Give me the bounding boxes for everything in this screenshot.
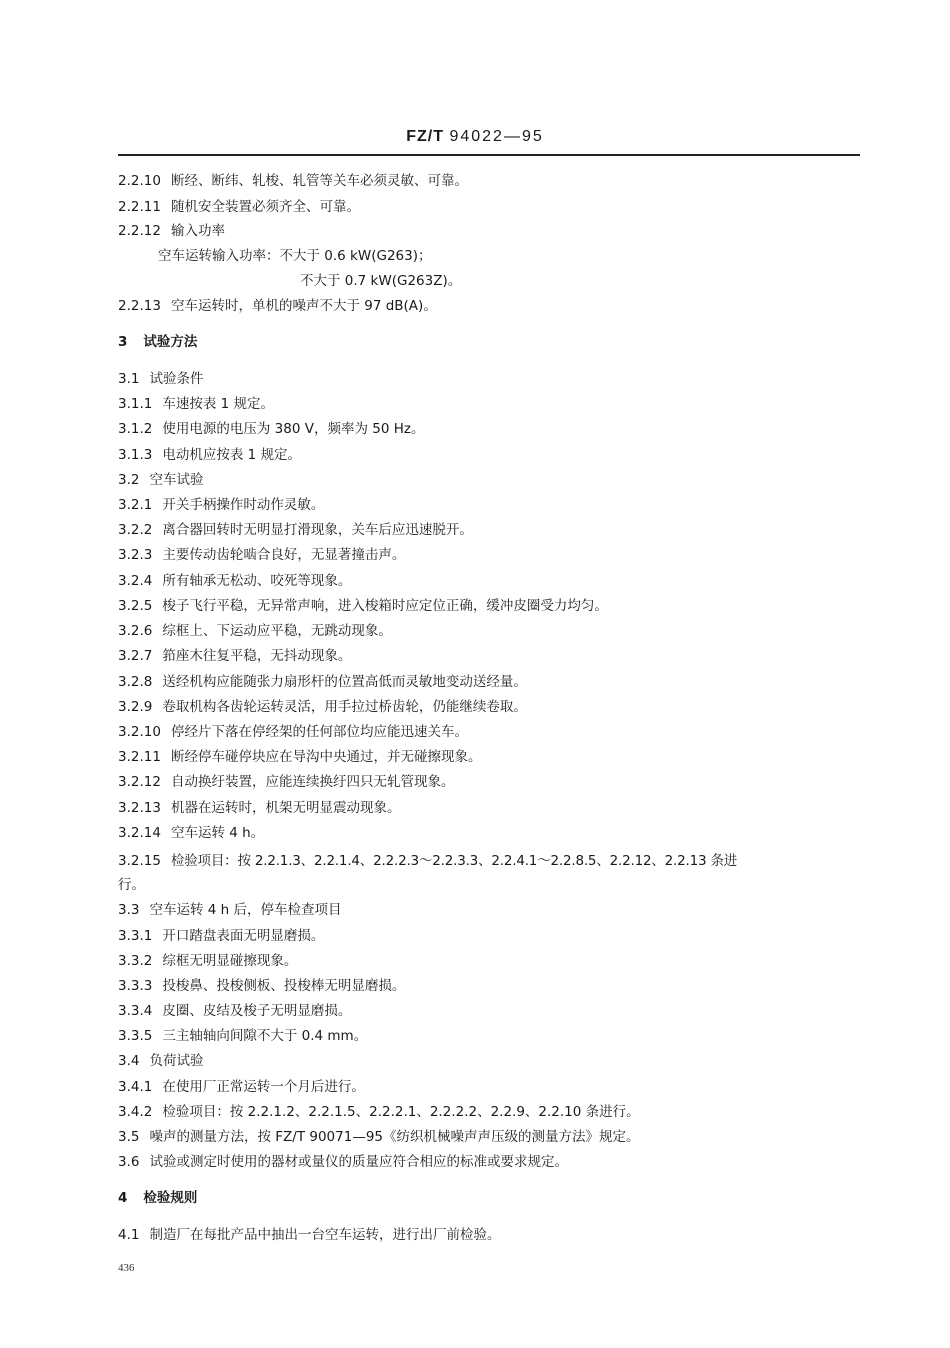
clause-3-2-8: 3.2.8 送经机构应能随张力扇形杆的位置高低而灵敏地变动送经量。	[118, 674, 527, 690]
clause-4-1: 4.1 制造厂在每批产品中抽出一台空车运转，进行出厂前检验。	[118, 1227, 501, 1243]
clause-3-3-2: 3.3.2 综框无明显碰擦现象。	[118, 953, 298, 969]
clause-3-1: 3.1 试验条件	[118, 371, 204, 387]
clause-3-3-1: 3.3.1 开口踏盘表面无明显磨损。	[118, 928, 325, 944]
clause-3-2-13: 3.2.13 机器在运转时，机架无明显震动现象。	[118, 800, 401, 816]
clause-3-3-4: 3.3.4 皮圈、皮结及梭子无明显磨损。	[118, 1003, 352, 1019]
clause-3-3-3: 3.3.3 投梭鼻、投梭侧板、投梭棒无明显磨损。	[118, 978, 406, 994]
clause-3-1-2: 3.1.2 使用电源的电压为 380 V，频率为 50 Hz。	[118, 421, 425, 437]
clause-3-2-2: 3.2.2 离合器回转时无明显打滑现象，关车后应迅速脱开。	[118, 522, 473, 538]
section-3-heading: 3 试验方法	[118, 334, 198, 350]
clause-3-2-11: 3.2.11 断经停车碰停块应在导沟中央通过，并无碰擦现象。	[118, 749, 482, 765]
clause-3-2-15-continued: 行。	[118, 877, 145, 893]
clause-3-4-1: 3.4.1 在使用厂正常运转一个月后进行。	[118, 1079, 365, 1095]
clause-3-6: 3.6 试验或测定时使用的器材或量仪的质量应符合相应的标准或要求规定。	[118, 1154, 568, 1170]
clause-2-2-10: 2.2.10 断经、断纬、轧梭、轧管等关车必须灵敏、可靠。	[118, 173, 468, 189]
clause-2-2-12: 2.2.12 输入功率	[118, 223, 225, 239]
clause-3-4-2: 3.4.2 检验项目：按 2.2.1.2、2.2.1.5、2.2.2.1、2.2.2.2、2.2.9、2.2.10 条进行。	[118, 1104, 640, 1120]
clause-2-2-11: 2.2.11 随机安全装置必须齐全、可靠。	[118, 199, 360, 215]
clause-3-2-1: 3.2.1 开关手柄操作时动作灵敏。	[118, 497, 325, 513]
clause-3-2-12: 3.2.12 自动换纡装置，应能连续换纡四只无轧管现象。	[118, 774, 455, 790]
clause-3-1-3: 3.1.3 电动机应按表 1 规定。	[118, 447, 302, 463]
clause-3-2-4: 3.2.4 所有轴承无松动、咬死等现象。	[118, 573, 352, 589]
clause-3-2-9: 3.2.9 卷取机构各齿轮运转灵活，用手拉过桥齿轮，仍能继续卷取。	[118, 699, 527, 715]
clause-3-5: 3.5 噪声的测量方法，按 FZ/T 90071—95《纺织机械噪声声压级的测量方法》规定。	[118, 1129, 640, 1145]
clause-3-2-15: 3.2.15 检验项目：按 2.2.1.3、2.2.1.4、2.2.2.3～2.2.3.3、2.2.4.1～2.2.8.5、2.2.12、2.2.13 条进	[118, 853, 738, 869]
page-number: 436	[118, 1262, 135, 1274]
clause-3-2-14: 3.2.14 空车运转 4 h。	[118, 825, 265, 841]
standard-number: 94022—95	[449, 128, 544, 145]
header-rule	[118, 154, 860, 156]
section-4-heading: 4 检验规则	[118, 1190, 198, 1206]
clause-3-1-1: 3.1.1 车速按表 1 规定。	[118, 396, 275, 412]
clause-3-2-7: 3.2.7 筘座木往复平稳，无抖动现象。	[118, 648, 352, 664]
clause-3-2-3: 3.2.3 主要传动齿轮啮合良好，无显著撞击声。	[118, 547, 406, 563]
clause-3-2-5: 3.2.5 梭子飞行平稳，无异常声响，进入梭箱时应定位正确，缓冲皮圈受力均匀。	[118, 598, 608, 614]
clause-3-2-10: 3.2.10 停经片下落在停经架的任何部位均应能迅速关车。	[118, 724, 468, 740]
clause-3-3-5: 3.3.5 三主轴轴向间隙不大于 0.4 mm。	[118, 1028, 368, 1044]
clause-2-2-13: 2.2.13 空车运转时，单机的噪声不大于 97 dB(A)。	[118, 298, 437, 314]
clause-3-2: 3.2 空车试验	[118, 472, 204, 488]
standard-prefix: FZ/T	[406, 128, 444, 145]
clause-3-3: 3.3 空车运转 4 h 后，停车检查项目	[118, 902, 342, 918]
clause-3-4: 3.4 负荷试验	[118, 1053, 204, 1069]
standard-code-header	[0, 128, 950, 146]
power-spec-line-1: 空车运转输入功率：不大于 0.6 kW(G263)；	[158, 248, 432, 264]
power-spec-line-2: 不大于 0.7 kW(G263Z)。	[300, 273, 462, 289]
clause-3-2-6: 3.2.6 综框上、下运动应平稳，无跳动现象。	[118, 623, 392, 639]
